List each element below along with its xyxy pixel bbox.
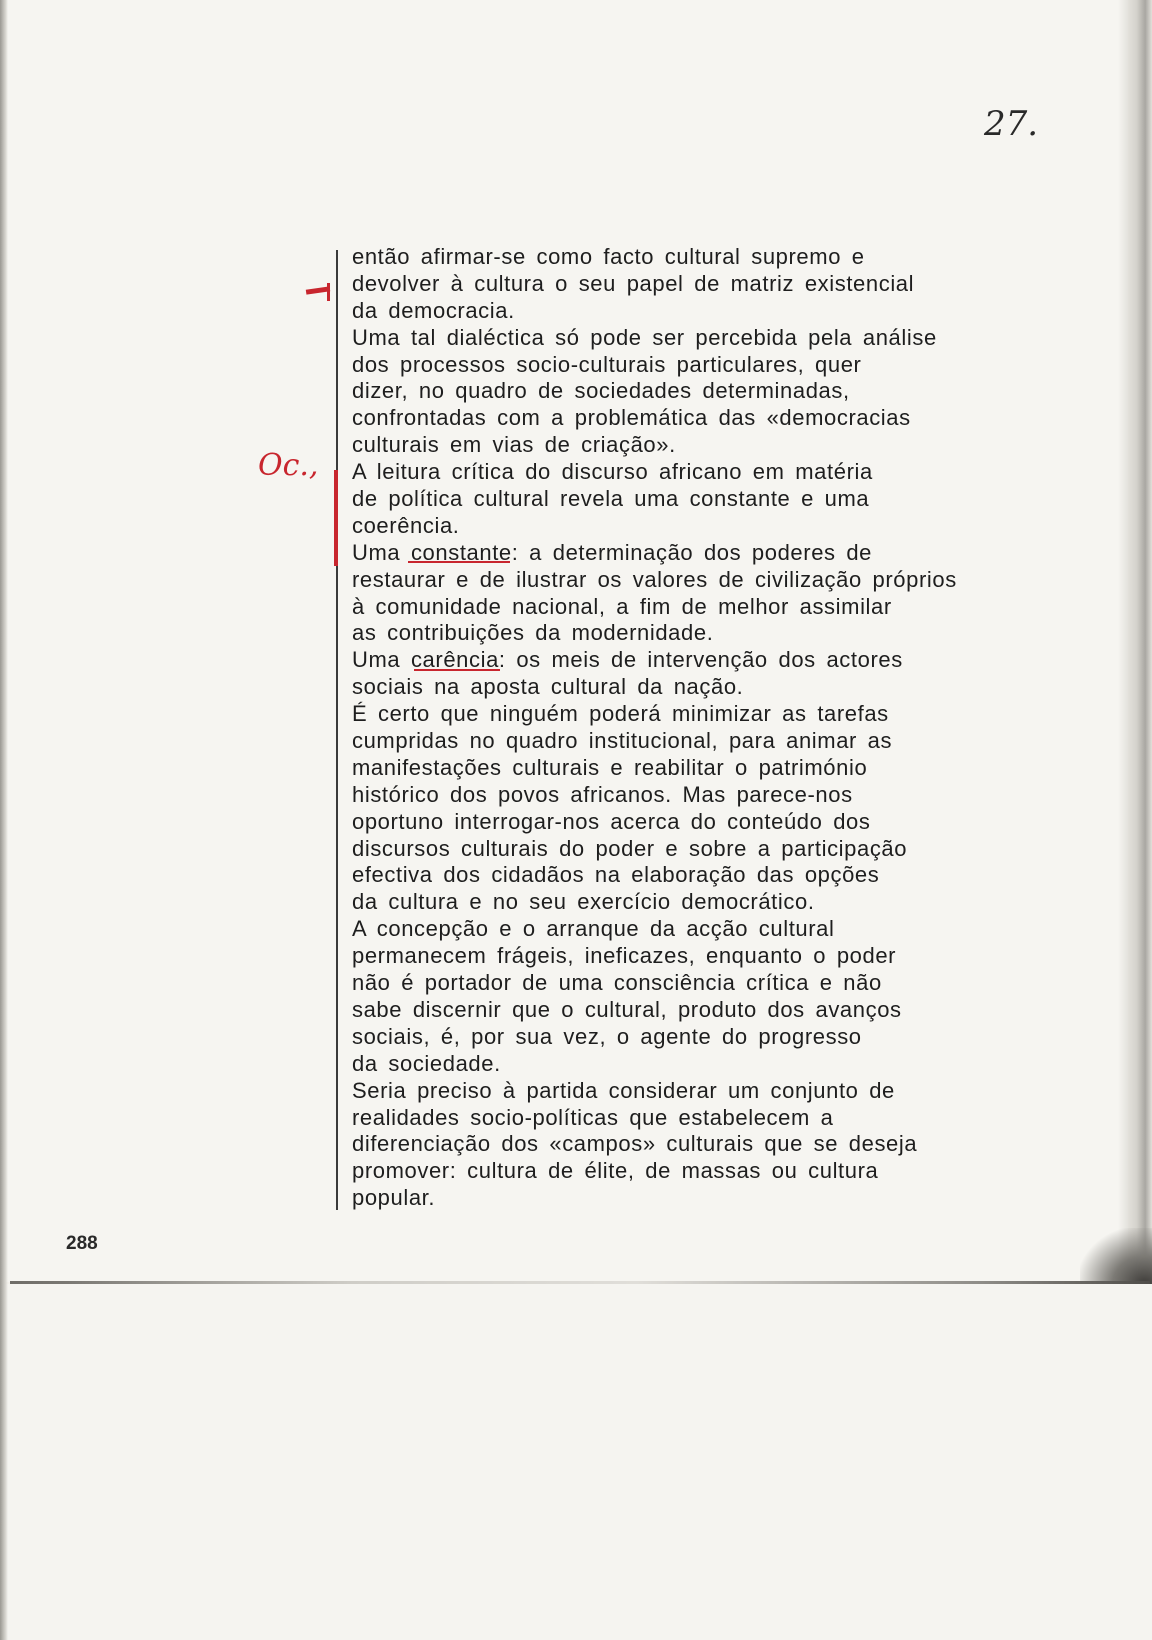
handwritten-page-mark: 27. — [984, 104, 1039, 144]
text-line: devolver à cultura o seu papel de matriz existencial — [352, 270, 915, 296]
text-line: popular. — [352, 1185, 436, 1211]
page-number: 288 — [66, 1233, 98, 1254]
text-line: da democracia. — [352, 297, 515, 323]
text-line: da sociedade. — [352, 1050, 501, 1076]
text-line: efectiva dos cidadãos na elaboração das opções — [352, 862, 880, 888]
scan-left-edge — [0, 0, 8, 1640]
text-line: culturais em vias de criação». — [352, 432, 676, 458]
text-line: permanecem frágeis, ineficazes, enquanto o poder — [352, 943, 897, 969]
margin-rule — [336, 250, 338, 1210]
text-line: sociais na aposta cultural da nação. — [352, 674, 744, 700]
red-margin-tick — [327, 283, 330, 301]
text-line: à comunidade nacional, a fim de melhor assimilar — [352, 593, 892, 619]
text-line: da cultura e no seu exercício democrático. — [352, 889, 815, 915]
text-line: sociais, é, por sua vez, o agente do progresso — [352, 1023, 862, 1049]
corner-shadow — [1080, 1228, 1152, 1284]
text-line: as contribuições da modernidade. — [352, 620, 714, 646]
text-line: não é portador de uma consciência crítica e não — [352, 970, 882, 996]
text-line: discursos culturais do poder e sobre a participação — [352, 835, 908, 861]
text-line: Uma tal dialéctica só pode ser percebida pela análise — [352, 324, 937, 350]
text-line: A concepção e o arranque da acção cultural — [352, 916, 835, 942]
page-bottom-edge — [10, 1281, 1150, 1284]
text-line: Uma constante: a determinação dos poderes de — [352, 539, 873, 565]
red-margin-bracket — [334, 470, 338, 566]
text-line: cumpridas no quadro institucional, para animar as — [352, 728, 893, 754]
text-line: oportuno interrogar-nos acerca do conteúdo dos — [352, 808, 871, 834]
text-line: dizer, no quadro de sociedades determinadas, — [352, 378, 850, 404]
backing-sheet — [0, 1284, 1152, 1640]
text-line: É certo que ninguém poderá minimizar as tarefas — [352, 701, 889, 727]
text-line: Uma carência: os meis de intervenção dos actores — [352, 647, 903, 673]
text-line: dos processos socio-culturais particulares, quer — [352, 351, 862, 377]
scan-right-edge — [1118, 0, 1152, 1282]
body-text — [352, 244, 1072, 1212]
red-margin-note: Oc., — [258, 448, 319, 483]
text-line: histórico dos povos africanos. Mas parece-nos — [352, 781, 853, 807]
text-line: restaurar e de ilustrar os valores de civilização próprios — [352, 566, 957, 592]
text-line: diferenciação dos «campos» culturais que se deseja — [352, 1131, 918, 1157]
text-line: coerência. — [352, 512, 460, 538]
text-line: sabe discernir que o cultural, produto dos avanços — [352, 996, 902, 1022]
text-line: de política cultural revela uma constante e uma — [352, 486, 870, 512]
text-line: manifestações culturais e reabilitar o património — [352, 754, 868, 780]
text-line: promover: cultura de élite, de massas ou cultura — [352, 1158, 879, 1184]
text-line: realidades socio-políticas que estabelecem a — [352, 1104, 834, 1130]
text-line: confrontadas com a problemática das «democracias — [352, 405, 911, 431]
text-line: então afirmar-se como facto cultural supremo e — [352, 244, 865, 269]
text-line: A leitura crítica do discurso africano em matéria — [352, 459, 873, 485]
text-line: Seria preciso à partida considerar um conjunto de — [352, 1077, 895, 1103]
